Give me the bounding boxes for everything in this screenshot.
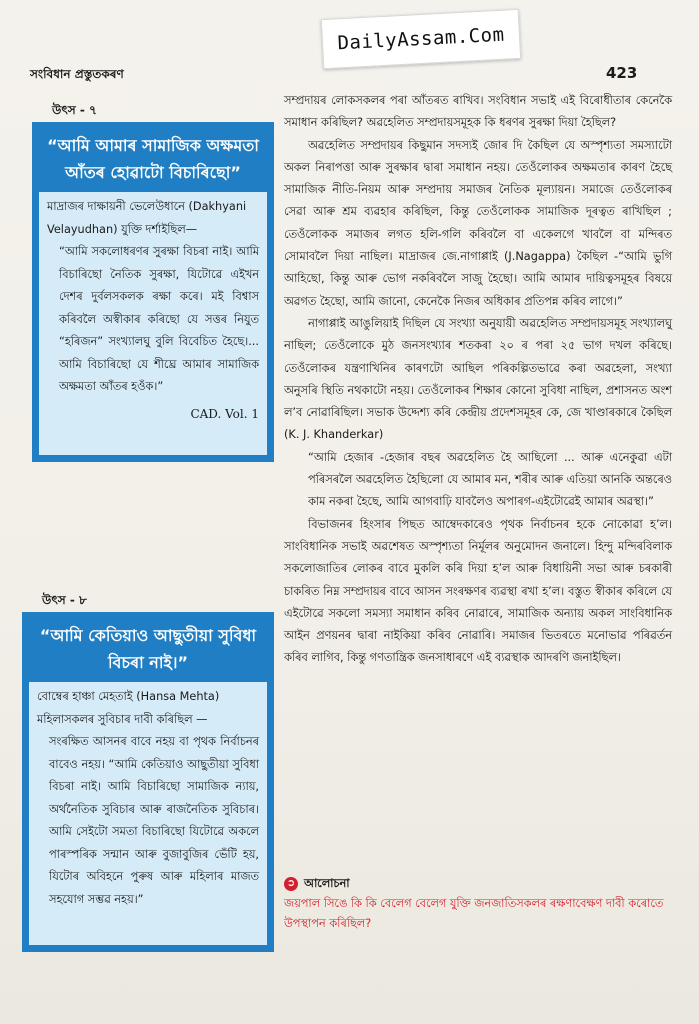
source-7-citation: CAD. Vol. 1 xyxy=(190,406,259,421)
discussion-heading xyxy=(284,874,672,894)
source-8-intro: বোম্বেৰ হাঞ্চা মেহতাই (Hansa Mehta) মহিলাসকলৰ সুবিচাৰ দাবী কৰিছিল — xyxy=(37,690,220,726)
source-7-intro: মাদ্ৰাজৰ দাক্ষায়নী ভেলেউধানে (Dakhyani Velayudhan) যুক্তি দৰ্শাইছিল— xyxy=(47,200,247,236)
paragraph-2: অৱহেলিত সম্প্ৰদায়ৰ কিছুমান সদস্যই জোৰ দি কৈছিল যে অস্পৃশ্যতা সমস্যাটো অকল নিৰাপত্তা আৰু সুৰক্ষাৰ দ্বাৰা সমাধান নহয়। তেওঁলোকৰ অক্ষমতাৰ কাৰণ হৈছে সামাজিক নীতি-নিয়ম আৰু সম্প্ৰদায় সমাজৰ নৈতিক মূল্যায়ন। সমাজে তেওঁলোকৰ সেৱা আৰু শ্ৰম ব্যৱহাৰ কৰিছিল, কিন্তু তেওঁলোকক সামাজিক দূৰত্বত ৰাখিছিল ; তেওঁলোকক সমাজৰ লগত হলি-গলি কৰিবলৈ বা একেলগে খাবলৈ বা মন্দিৰত সোমাবলৈ দিয়া নাছিল। মাদ্ৰাজৰ জে.নাগাপ্পাই (J.Nagappa) কৈছিল -“আমি ভুগি আহিছো, কিন্তু আৰু ভোগ নকৰিবলৈ সাজু হৈছো। আমি আমাৰ দায়িত্বসমূহৰ বিষয়ে অৱগত হৈছো, আমি জানো, কেনেকৈ নিজৰ অধিকাৰ প্ৰতিপন্ন কৰিব লাগে।” xyxy=(284,138,672,308)
source-7-quote: “আমি সকলোধৰণৰ সুৰক্ষা বিচৰা নাই। আমি বিচাৰিছো নৈতিক সুৰক্ষা, যিটোৱে এইখন দেশৰ দুৰ্বলসকলক ৰক্ষা কৰে। মই বিশ্বাস কৰিবলৈ অস্বীকাৰ কৰিছো যে সত্তৰ নিযুত “হৰিজন” সংখ্যালঘু বুলি বিবেচিত হৈছে।... আমি বিচাৰিছো যে শীঘ্ৰে আমাৰ সামাজিক অক্ষমতা আঁতৰ হওঁক।” xyxy=(59,245,259,393)
source-8-body xyxy=(29,682,267,915)
source-7-label: উৎস - ৭ xyxy=(52,103,97,117)
discussion-bullet-icon: ➲ xyxy=(284,877,298,891)
khanderkar-quote: “আমি হেজাৰ -হেজাৰ বছৰ অৱহেলিত হৈ আছিলো ... আৰু এনেকুৱা এটা পৰিসৰলৈ অৱহেলিত হৈছিলো যে আমাৰ মন, শৰীৰ আৰু এতিয়া আনকি অন্তৰেও কাম নকৰা হৈছে, আমি আগবাঢ়ি যাবলৈও অপাৰগ-এইটোৱেই আমাৰ অৱস্থা।” xyxy=(308,450,672,509)
source-8-box xyxy=(22,612,274,952)
paragraph-4: বিভাজনৰ হিংসাৰ পিছত আম্বেদকাৰেও পৃথক নিৰ্বাচনৰ হকে নোকোৱা হ’ল। সাংবিধানিক সভাই অৱশেষত অস্পৃশ্যতা নিৰ্মূলৰ অনুমোদন জনালে। হিন্দু মন্দিৰবিলাক সকলোজাতিৰ লোকৰ বাবে মুকলি কৰি দিয়া হ’ল আৰু বিধায়িনী সভা আৰু চৰকাৰী চাকৰিত নিম্ন সম্প্ৰদায়ৰ বাবে আসন সংৰক্ষণৰ ব্যৱস্থা ৰখা হ’ল। বস্তুত স্বীকাৰ কৰিলে যে এইটোৱে সকলো সমস্যা সমাধান কৰিব নোৱাৰে, সামাজিক অন্যায় অকল সাংবিধানিক আইন প্ৰণয়নৰ দ্বাৰা নাইকিয়া কৰিব নোৱাৰি। সমাজৰ ভিতৰতে মনোভাৱ পৰিৱৰ্তন কৰিব লাগিব, কিন্তু গণতান্ত্ৰিক জনসাধাৰণে এই ব্যৱস্থাক আদৰণি জনাইছিল। xyxy=(284,517,672,665)
paragraph-1: সম্প্ৰদায়ৰ লোকসকলৰ পৰা আঁতৰত ৰাখিব। সংবিধান সভাই এই বিৰোধীতাৰ কেনেকৈ সমাধান কৰিছিল? অৱহেলিত সম্প্ৰদায়সমূহক কি ধৰণৰ সুৰক্ষা দিয়া হৈছিল? xyxy=(284,94,672,130)
source-7-box xyxy=(32,122,274,462)
page-number: 423 xyxy=(606,64,638,82)
running-title: সংবিধান প্ৰস্তুতকৰণ xyxy=(30,67,124,81)
main-text-column xyxy=(284,90,672,670)
source-7-body xyxy=(39,192,267,429)
discussion-box xyxy=(284,874,672,934)
source-8-quote: সংৰক্ষিত আসনৰ বাবে নহয় বা পৃথক নিৰ্বাচনৰ বাবেও নহয়। “আমি কেতিয়াও আছুতীয়া সুবিধা বিচৰা নাই। আমি বিচাৰিছো সামাজিক ন্যায়, অৰ্থনৈতিক সুবিচাৰ আৰু ৰাজনৈতিক সুবিচাৰ। আমি সেইটো সমতা বিচাৰিছো যিটোৱে অকলে পাৰস্পৰিক সন্মান আৰু বুজাবুজিৰ ভেঁটি হয়, যিটোৰ অবিহনে পুৰুষ আৰু মহিলাৰ মাজত সহযোগ সম্ভৱ নহয়।” xyxy=(49,735,259,906)
source-7-title: “আমি আমাৰ সামাজিক অক্ষমতা আঁতৰ হোৱাটো বিচাৰিছো” xyxy=(39,129,267,192)
source-8-title: “আমি কেতিয়াও আছুতীয়া সুবিধা বিচৰা নাই।” xyxy=(29,619,267,682)
watermark-logo: DailyAssam.Com xyxy=(321,9,521,69)
discussion-question: জয়পাল সিঙে কি কি বেলেগ বেলেগ যুক্তি জনজাতিসকলৰ ৰক্ষণাবেক্ষণ দাবী কৰোতে উপস্থাপন কৰিছিল? xyxy=(284,897,664,930)
paragraph-3: নাগাপ্পাই আঙুলিয়াই দিছিল যে সংখ্যা অনুযায়ী অৱহেলিত সম্প্ৰদায়সমূহ সংখ্যালঘু নাছিল; তেওঁলোকে মুঠ জনসংখ্যাৰ শতকৰা ২০ ৰ পৰা ২৫ ভাগ দখল কৰিছে। তেওঁলোকৰ যন্ত্ৰণাখিনিৰ কাৰণটো আছিল পৰিকল্পিতভাৱে কৰা অৱহেলা, সংখ্যা অনুসৰি স্থিতি নথকাটো নহয়। তেওঁলোকৰ শিক্ষাৰ কোনো সুবিধা নাছিল, প্ৰশাসনত অংশ ল’ব নোৱাৰিছিল। সভাক উদ্দেশ্য কৰি কেন্দ্ৰীয় প্ৰদেশসমূহৰ কে, জে খাণ্ডাৰকাৰে কৈছিল (K. J. Khanderkar) xyxy=(284,316,672,442)
discussion-heading-label: আলোচনা xyxy=(304,877,350,890)
source-8-label: উৎস - ৮ xyxy=(42,593,87,607)
